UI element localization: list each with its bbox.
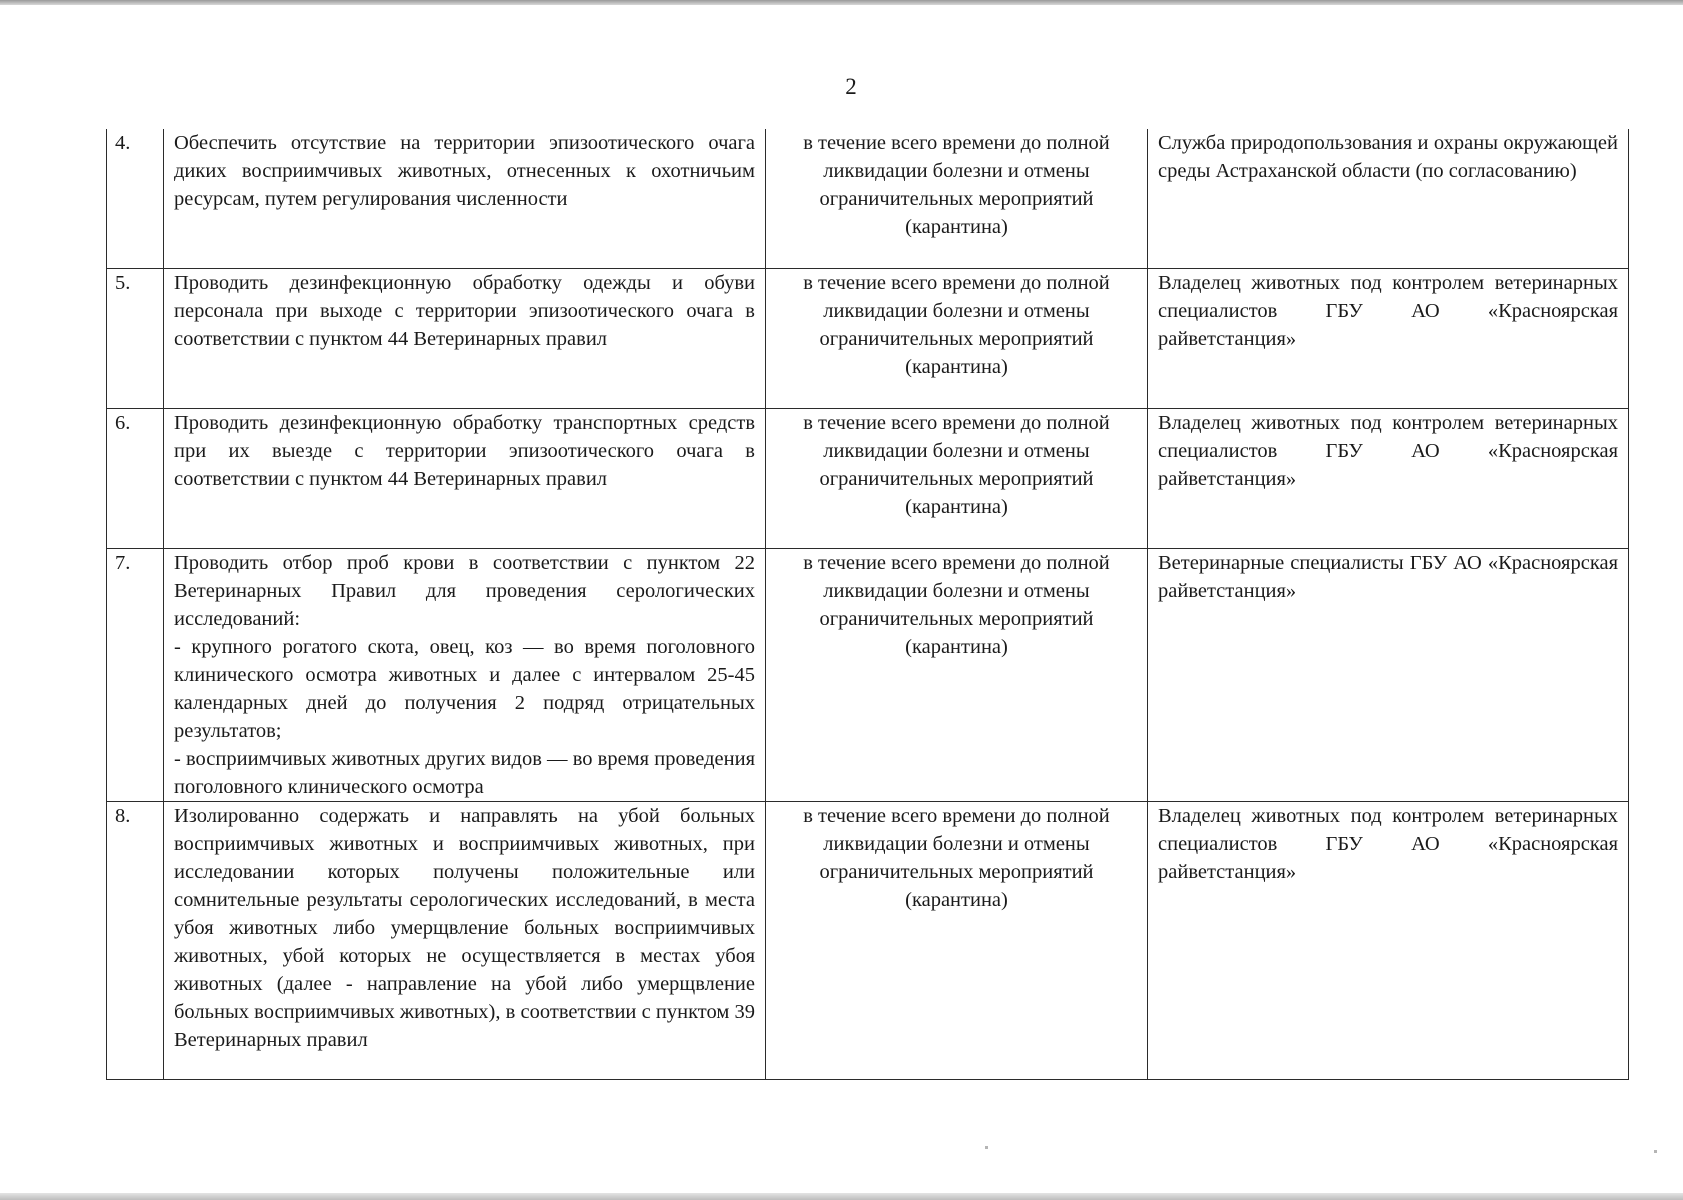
deadline-text: в течение всего времени до полной ликвидации болезни и отмены ограничительных мероприятий (карантина) — [766, 548, 1148, 801]
table-row — [107, 268, 1629, 408]
measure-text: Проводить дезинфекционную обработку транспортных средств при их выезде с территории эпизоотического очага в соответствии с пунктом 44 Ветеринарных правил — [164, 408, 766, 548]
deadline-text: в течение всего времени до полной ликвидации болезни и отмены ограничительных мероприятий (карантина) — [766, 408, 1148, 548]
table-row — [107, 408, 1629, 548]
measure-line: - крупного рогатого скота, овец, коз — во время поголовного клинического осмотра животных и далее с интервалом 25-45 календарных дней до получения 2 подряд отрицательных результатов; — [174, 635, 755, 742]
page-number: 2 — [845, 74, 857, 99]
table-row — [107, 548, 1629, 801]
row-number: 8. — [107, 801, 164, 1079]
responsible-text: Ветеринарные специалисты ГБУ АО «Красноярская райветстанция» — [1148, 548, 1629, 801]
scan-edge-bottom — [0, 1193, 1683, 1200]
scan-speck — [1654, 1150, 1657, 1153]
measure-text — [164, 548, 766, 801]
row-number: 5. — [107, 268, 164, 408]
responsible-text: Владелец животных под контролем ветеринарных специалистов ГБУ АО «Красноярская райветстанция» — [1148, 408, 1629, 548]
row-number: 6. — [107, 408, 164, 548]
responsible-text: Владелец животных под контролем ветеринарных специалистов ГБУ АО «Красноярская райветстанция» — [1148, 801, 1629, 1079]
responsible-text: Владелец животных под контролем ветеринарных специалистов ГБУ АО «Красноярская райветстанция» — [1148, 268, 1629, 408]
measure-line: - восприимчивых животных других видов — во время проведения поголовного клинического осмотра — [174, 747, 755, 798]
row-number: 7. — [107, 548, 164, 801]
deadline-text: в течение всего времени до полной ликвидации болезни и отмены ограничительных мероприятий (карантина) — [766, 129, 1148, 268]
measure-text: Проводить дезинфекционную обработку одежды и обуви персонала при выходе с территории эпизоотического очага в соответствии с пунктом 44 Ветеринарных правил — [164, 268, 766, 408]
measure-text: Обеспечить отсутствие на территории эпизоотического очага диких восприимчивых животных, отнесенных к охотничьим ресурсам, путем регулирования численности — [164, 129, 766, 268]
table-row — [107, 801, 1629, 1079]
measure-text: Изолированно содержать и направлять на убой больных восприимчивых животных и восприимчивых животных, при исследовании которых получены положительные или сомнительные результаты серологических исследований, в места убоя животных либо умерщвление больных восприимчивых животных, убой которых не осуществляется в местах убоя животных (далее - направление на убой либо умерщвление больных восприимчивых животных), в соответствии с пунктом 39 Ветеринарных правил — [164, 801, 766, 1079]
deadline-text: в течение всего времени до полной ликвидации болезни и отмены ограничительных мероприятий (карантина) — [766, 268, 1148, 408]
responsible-text: Служба природопользования и охраны окружающей среды Астраханской области (по согласованию) — [1148, 129, 1629, 268]
measures-table — [106, 129, 1629, 1080]
table-row — [107, 129, 1629, 268]
deadline-text: в течение всего времени до полной ликвидации болезни и отмены ограничительных мероприятий (карантина) — [766, 801, 1148, 1079]
scan-speck — [985, 1146, 988, 1149]
measure-line: Проводить отбор проб крови в соответствии с пунктом 22 Ветеринарных Правил для проведения серологических исследований: — [174, 551, 755, 630]
row-number: 4. — [107, 129, 164, 268]
scan-edge-top — [0, 0, 1683, 5]
